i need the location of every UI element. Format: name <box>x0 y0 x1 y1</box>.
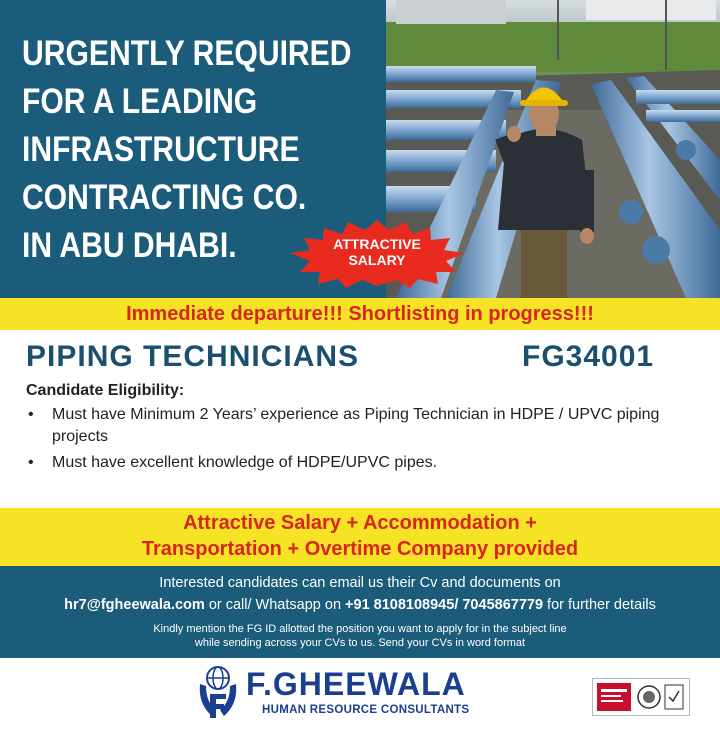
certification-logo-icon <box>592 678 690 716</box>
headline-line: IN ABU DHABI. <box>22 226 237 265</box>
departure-banner: Immediate departure!!! Shortlisting in progress!!! <box>126 303 594 325</box>
brand-name: F.GHEEWALA <box>246 666 466 702</box>
bullet-icon: • <box>28 454 34 471</box>
note-line: while sending across your CVs to us. Send your CVs in word format <box>194 637 526 649</box>
benefits-text <box>0 510 720 562</box>
list-item <box>26 452 686 474</box>
headline-line: INFRASTRUCTURE <box>22 130 300 169</box>
eligibility-item: Must have Minimum 2 Years’ experience as Piping Technician in HDPE / UPVC piping projects <box>52 406 660 445</box>
benefits-line: Transportation + Overtime Company provided <box>141 538 579 560</box>
badge-line: ATTRACTIVE <box>333 236 421 252</box>
company-logo-mark-icon <box>196 664 240 720</box>
hero-section <box>0 0 720 298</box>
contact-intro: Interested candidates can email us their Cv and documents on <box>159 575 561 591</box>
eligibility-item: Must have excellent knowledge of HDPE/UPVC pipes. <box>52 454 438 471</box>
contact-email[interactable]: hr7@fgheewala.com <box>64 597 205 613</box>
brand-tagline: HUMAN RESOURCE CONSULTANTS <box>262 704 470 716</box>
contact-tail: for further details <box>543 597 656 613</box>
contact-details <box>0 595 720 615</box>
application-note <box>0 622 720 650</box>
badge-text <box>298 236 456 268</box>
badge-line: SALARY <box>348 252 406 268</box>
benefits-line: Attractive Salary + Accommodation + <box>183 512 537 534</box>
bullet-icon: • <box>28 406 34 423</box>
job-title: PIPING TECHNICIANS <box>26 340 360 373</box>
headline-line: CONTRACTING CO. <box>22 178 307 217</box>
list-item <box>26 404 686 448</box>
note-line: Kindly mention the FG ID allotted the position you want to apply for in the subject line <box>153 623 567 635</box>
eligibility-list <box>26 404 686 478</box>
job-code: FG34001 <box>522 340 655 373</box>
headline-line: FOR A LEADING <box>22 82 258 121</box>
headline-line: URGENTLY REQUIRED <box>22 34 352 73</box>
contact-mid: or call/ Whatsapp on <box>204 597 346 613</box>
contact-phones[interactable]: +91 8108108945/ 7045867779 <box>345 597 544 613</box>
eligibility-heading: Candidate Eligibility: <box>26 382 185 399</box>
